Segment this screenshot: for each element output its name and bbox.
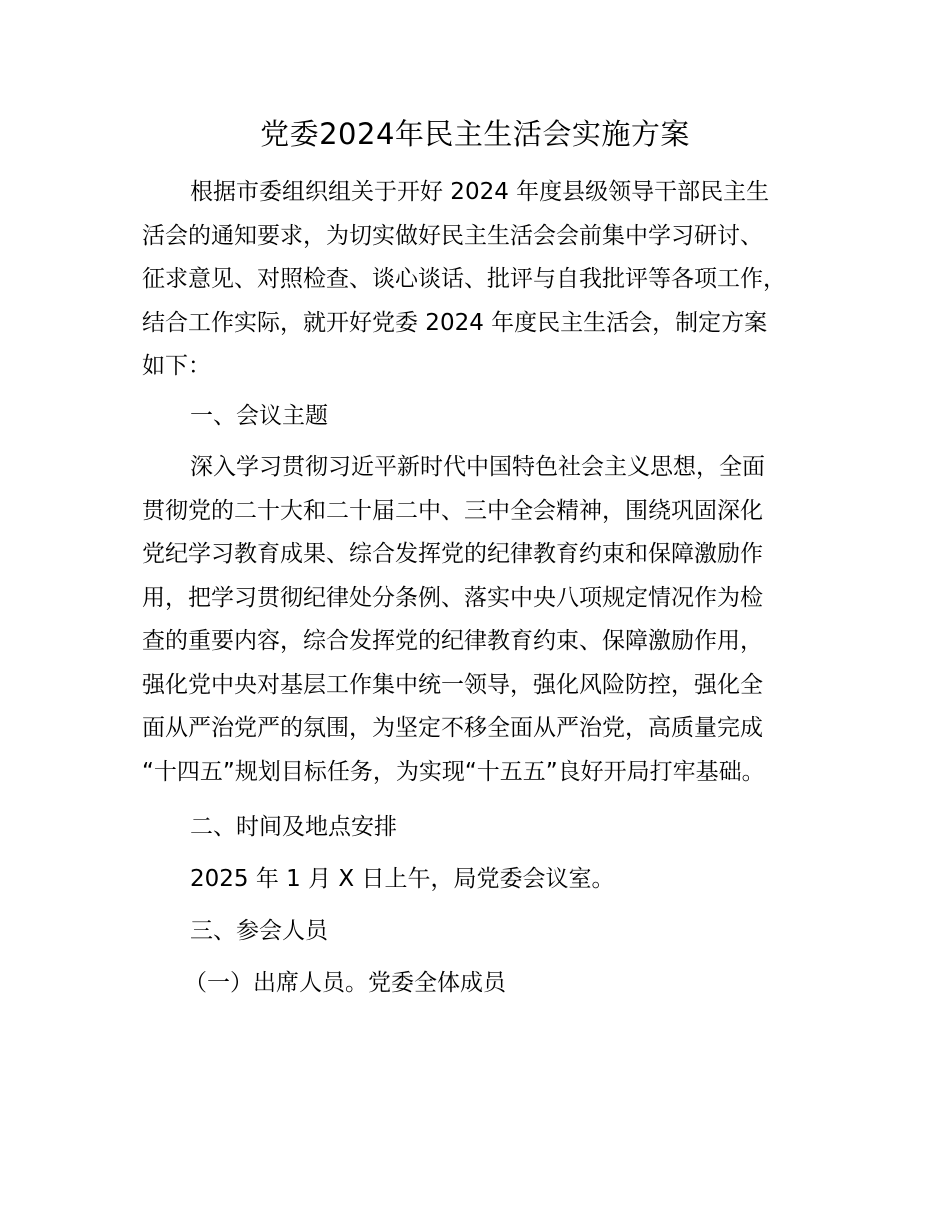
section-heading-theme: 一、会议主题 xyxy=(190,403,328,429)
theme-line: 查的重要内容，综合发挥党的纪律教育约束、保障激励作用， xyxy=(142,628,763,654)
document-title: 党委2024年民主生活会实施方案 xyxy=(260,117,690,151)
intro-line: 如下： xyxy=(142,353,211,379)
theme-line: 面从严治党严的氛围，为坚定不移全面从严治党，高质量完成 xyxy=(142,715,763,741)
section-heading-attendees: 三、参会人员 xyxy=(190,918,328,944)
theme-line: 强化党中央对基层工作集中统一领导，强化风险防控，强化全 xyxy=(142,671,763,698)
intro-line: 征求意见、对照检查、谈心谈话、批评与自我批评等各项工作， xyxy=(142,266,786,292)
time-location-text: 2025 年 1 月 X 日上午，局党委会议室。 xyxy=(190,866,615,892)
section-heading-time-location: 二、时间及地点安排 xyxy=(190,814,397,840)
theme-line: 党纪学习教育成果、综合发挥党的纪律教育约束和保障激励作 xyxy=(142,541,763,567)
theme-line: 用，把学习贯彻纪律处分条例、落实中央八项规定情况作为检 xyxy=(142,584,763,611)
intro-line: 结合工作实际，就开好党委 2024 年度民主生活会，制定方案 xyxy=(142,309,768,336)
intro-line: 根据市委组织组关于开好 2024 年度县级领导干部民主生 xyxy=(190,179,770,205)
attendees-sub-item: （一）出席人员。党委全体成员 xyxy=(184,970,506,996)
theme-paragraph xyxy=(142,446,832,794)
intro-line: 活会的通知要求，为切实做好民主生活会会前集中学习研讨、 xyxy=(142,222,763,249)
theme-line: 贯彻党的二十大和二十届二中、三中全会精神，围绕巩固深化 xyxy=(142,497,763,524)
theme-line: “十四五”规划目标任务，为实现“十五五”良好开局打牢基础。 xyxy=(142,758,765,785)
intro-paragraph xyxy=(142,171,832,389)
theme-line: 深入学习贯彻习近平新时代中国特色社会主义思想，全面 xyxy=(190,454,765,480)
